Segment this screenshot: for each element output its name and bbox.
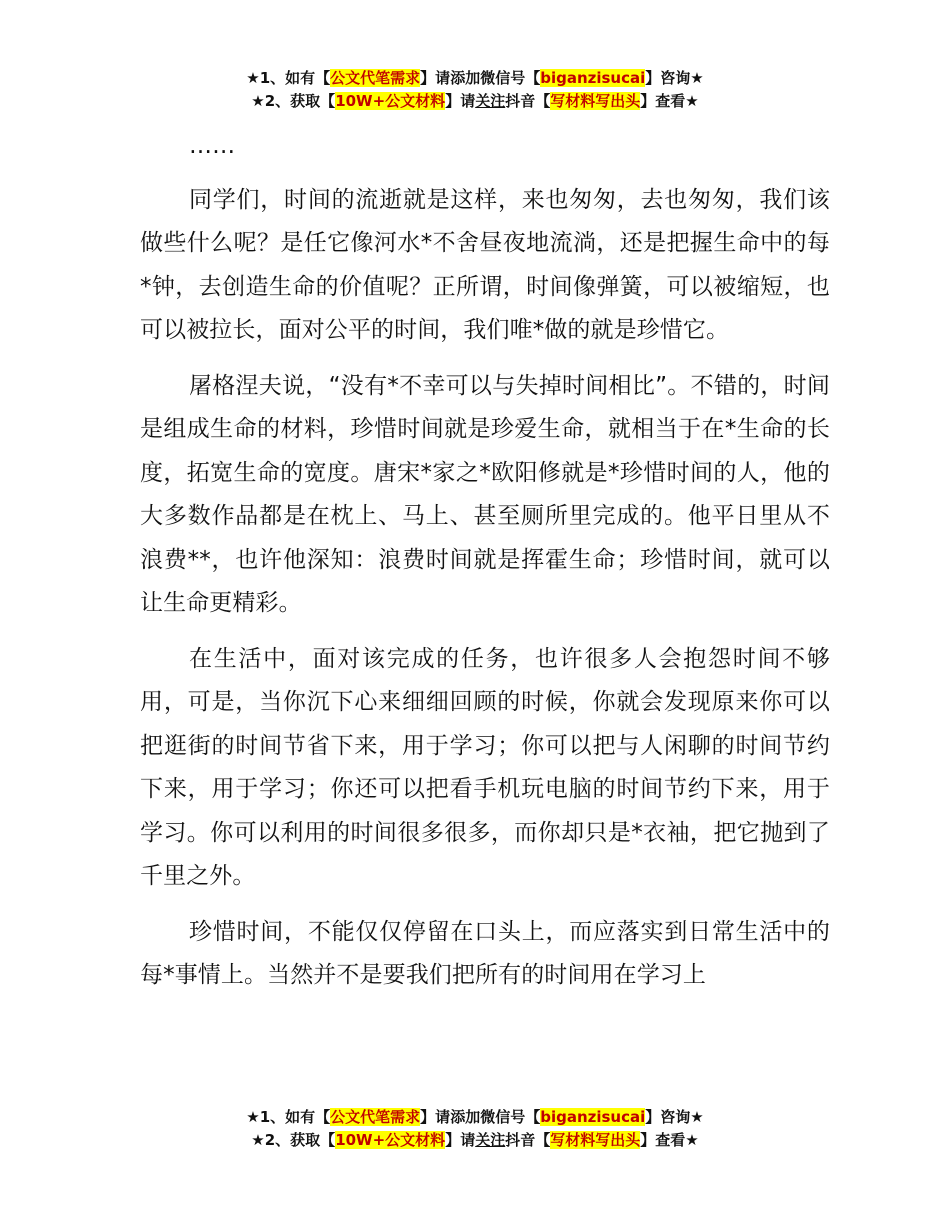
banner-highlight: 写材料写出头 [550, 1131, 641, 1149]
banner-text: 添加 [450, 1108, 481, 1126]
footer-banner-line-2 [0, 1129, 950, 1152]
banner-text: 】查看★ [640, 1131, 699, 1149]
banner-highlight: 写材料写出头 [550, 92, 641, 110]
footer-banner-line-1 [0, 1106, 950, 1129]
document-body [140, 125, 830, 1010]
banner-highlight: 10W+公文材料 [335, 1131, 446, 1149]
banner-text: 】查看★ [640, 92, 699, 110]
banner-text: ★2、获取【 [251, 92, 336, 110]
wechat-id-highlight: biganzisucai [540, 1108, 646, 1126]
banner-text: 抖音【 [505, 1131, 551, 1149]
banner-text: ★1、如有【 [246, 69, 331, 87]
banner-text: 】请 [445, 1131, 476, 1149]
banner-text: 添加 [450, 69, 481, 87]
banner-text: 】咨询★ [645, 69, 704, 87]
footer-banner [0, 1106, 950, 1152]
header-banner-line-1 [0, 67, 950, 90]
banner-text: 】请 [445, 92, 476, 110]
banner-underlined-text: 关注 [475, 92, 506, 110]
banner-text: 微信号【 [480, 69, 541, 87]
banner-text: 】咨询★ [645, 1108, 704, 1126]
paragraph: 屠格涅夫说，“没有*不幸可以与失掉时间相比”。不错的，时间是组成生命的材料，珍惜时间就是珍爱生命，就相当于在*生命的长度，拓宽生命的宽度。唐宋*家之*欧阳修就是*珍惜时间的人，他的大多数作品都是在枕上、马上、甚至厕所里完成的。他平日里从不浪费**，也许他深知：浪费时间就是挥霍生命；珍惜时间，就可以让生命更精彩。 [140, 372, 830, 616]
banner-text: 】请 [420, 1108, 451, 1126]
banner-text: 微信号【 [480, 1108, 541, 1126]
ellipsis-line: …… [189, 133, 236, 159]
paragraph: 同学们，时间的流逝就是这样，来也匆匆，去也匆匆，我们该做些什么呢？是任它像河水*不舍昼夜地流淌，还是把握生命中的每*钟，去创造生命的价值呢？正所谓，时间像弹簧，可以被缩短，也可以被拉长，面对公平的时间，我们唯*做的就是珍惜它。 [140, 186, 830, 343]
banner-highlight: 公文代笔需求 [330, 1108, 421, 1126]
header-banner [0, 67, 950, 113]
paragraph: 在生活中，面对该完成的任务，也许很多人会抱怨时间不够用，可是，当你沉下心来细细回顾的时候，你就会发现原来你可以把逛街的时间节省下来，用于学习；你可以把与人闲聊的时间节约下来，用于学习；你还可以把看手机玩电脑的时间节约下来，用于学习。你可以利用的时间很多很多，而你却只是*衣袖，把它抛到了千里之外。 [140, 645, 830, 889]
banner-highlight: 10W+公文材料 [335, 92, 446, 110]
header-banner-line-2 [0, 90, 950, 113]
paragraph: 珍惜时间，不能仅仅停留在口头上，而应落实到日常生活中的每*事情上。当然并不是要我们把所有的时间用在学习上 [140, 918, 830, 988]
banner-text: 】请 [420, 69, 451, 87]
banner-underlined-text: 关注 [475, 1131, 506, 1149]
banner-text: 抖音【 [505, 92, 551, 110]
banner-highlight: 公文代笔需求 [330, 69, 421, 87]
banner-text: ★2、获取【 [251, 1131, 336, 1149]
wechat-id-highlight: biganzisucai [540, 69, 646, 87]
banner-text: ★1、如有【 [246, 1108, 331, 1126]
